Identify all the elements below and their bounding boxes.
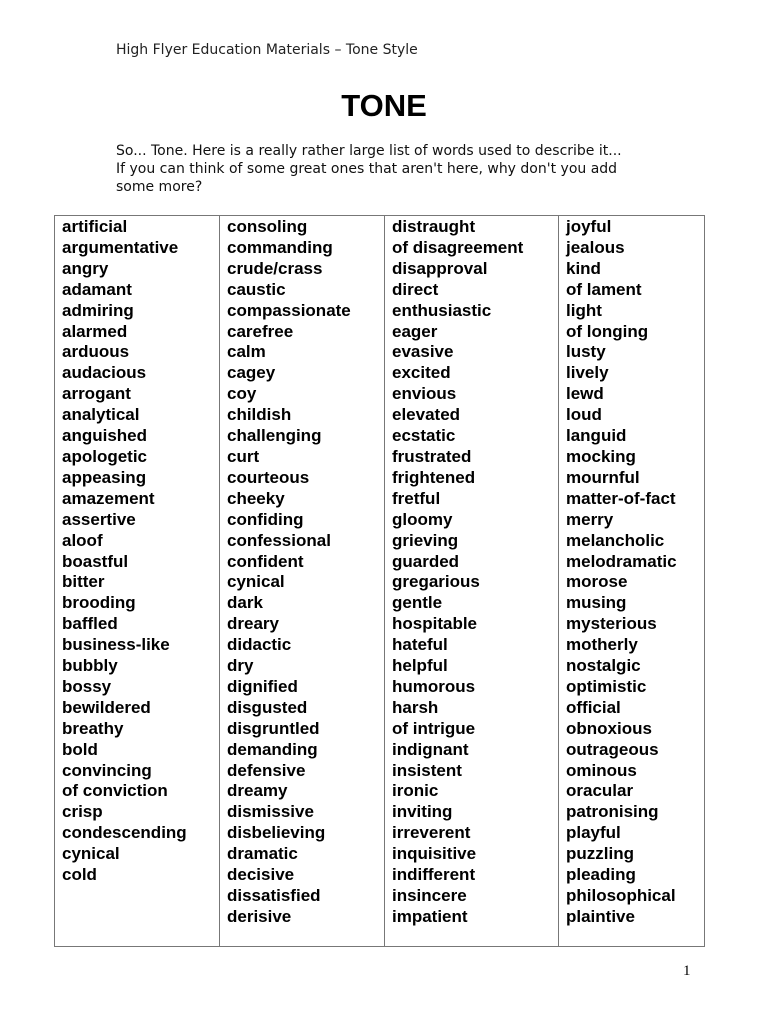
tone-word: argumentative — [62, 237, 179, 257]
tone-word: confessional — [227, 530, 331, 550]
tone-word: ironic — [392, 781, 439, 801]
tone-word: disbelieving — [227, 823, 326, 843]
tone-word: insistent — [392, 760, 462, 780]
page-title: TONE — [341, 88, 427, 123]
tone-word: confiding — [227, 509, 304, 529]
tone-word: bold — [62, 739, 98, 759]
intro-line: some more? — [116, 179, 203, 195]
tone-word: morose — [566, 572, 628, 592]
tone-word: analytical — [62, 405, 140, 425]
tone-word: mournful — [566, 467, 640, 487]
tone-word: official — [566, 697, 621, 717]
tone-word: of intrigue — [392, 718, 476, 738]
tone-word: dark — [227, 593, 263, 613]
tone-word: lusty — [566, 342, 606, 362]
intro-paragraph — [116, 142, 676, 196]
tone-word: condescending — [62, 823, 187, 843]
tone-word: apologetic — [62, 446, 148, 466]
tone-word: carefree — [227, 321, 294, 341]
tone-word: derisive — [227, 906, 292, 926]
tone-word: brooding — [62, 593, 136, 613]
tone-word: disgusted — [227, 697, 308, 717]
tone-word: direct — [392, 279, 439, 299]
tone-word: cold — [62, 865, 97, 885]
tone-word: indignant — [392, 739, 469, 759]
tone-word: impatient — [392, 906, 468, 926]
tone-word: arduous — [62, 342, 130, 362]
tone-word: anguished — [62, 426, 148, 446]
tone-word: bossy — [62, 676, 112, 696]
tone-word: fretful — [392, 488, 441, 508]
tone-word: commanding — [227, 237, 333, 257]
tone-word: cheeky — [227, 488, 285, 508]
tone-word: challenging — [227, 426, 322, 446]
tone-word: nostalgic — [566, 656, 641, 676]
tone-word: guarded — [392, 551, 460, 571]
tone-word: gentle — [392, 593, 443, 613]
tone-word: breathy — [62, 718, 124, 738]
tone-word: merry — [566, 509, 614, 529]
tone-word: of disagreement — [392, 237, 524, 257]
tone-word: frightened — [392, 467, 476, 487]
tone-word: distraught — [392, 217, 476, 236]
tone-word: demanding — [227, 739, 318, 759]
tone-word: dry — [227, 656, 254, 676]
tone-word: confident — [227, 551, 304, 571]
tone-word: philosophical — [566, 886, 676, 905]
tone-word: motherly — [566, 635, 638, 655]
tone-word: kind — [566, 258, 601, 278]
tone-word: caustic — [227, 279, 286, 299]
tone-word: light — [566, 300, 602, 320]
tone-word: languid — [566, 426, 627, 446]
tone-word: dissatisfied — [227, 886, 321, 905]
tone-word: eager — [392, 321, 438, 341]
tone-word: pleading — [566, 865, 636, 885]
tone-word: dreamy — [227, 781, 288, 801]
tone-word: appeasing — [62, 467, 147, 487]
tone-word: melancholic — [566, 530, 665, 550]
tone-word: business-like — [62, 635, 170, 655]
word-column-4 — [559, 216, 705, 947]
tone-word: mocking — [566, 446, 636, 466]
tone-word: baffled — [62, 614, 118, 634]
tone-word: matter-of-fact — [566, 488, 676, 508]
tone-word: bitter — [62, 572, 105, 592]
tone-word: cynical — [62, 844, 120, 864]
tone-word: cagey — [227, 363, 276, 383]
tone-word: joyful — [566, 217, 612, 236]
tone-word: harsh — [392, 697, 439, 717]
tone-word: hateful — [392, 635, 448, 655]
tone-word: dramatic — [227, 844, 298, 864]
tone-word: dreary — [227, 614, 279, 634]
tone-word: plaintive — [566, 906, 635, 926]
tone-word: inviting — [392, 802, 453, 822]
tone-word: playful — [566, 823, 621, 843]
tone-word: adamant — [62, 279, 132, 299]
tone-word: artificial — [62, 217, 128, 236]
tone-word: admiring — [62, 300, 134, 320]
tone-word: amazement — [62, 488, 155, 508]
word-column-2 — [220, 216, 385, 947]
tone-word: loud — [566, 405, 602, 425]
tone-word: gregarious — [392, 572, 480, 592]
tone-word: curt — [227, 446, 260, 466]
word-column-1 — [55, 216, 220, 947]
tone-word: jealous — [566, 237, 625, 257]
tone-word: irreverent — [392, 823, 471, 843]
tone-word: bubbly — [62, 656, 118, 676]
tone-word: melodramatic — [566, 551, 677, 571]
tone-word: dignified — [227, 676, 298, 696]
tone-word: elevated — [392, 405, 461, 425]
tone-word: obnoxious — [566, 718, 652, 738]
tone-word: aloof — [62, 530, 103, 550]
tone-word: courteous — [227, 467, 310, 487]
tone-word: didactic — [227, 635, 292, 655]
tone-word: of longing — [566, 321, 649, 341]
tone-word: of lament — [566, 279, 642, 299]
word-column-3 — [385, 216, 559, 947]
tone-word: musing — [566, 593, 627, 613]
tone-word: outrageous — [566, 739, 659, 759]
tone-word: lively — [566, 363, 609, 383]
tone-word: helpful — [392, 656, 448, 676]
tone-word: consoling — [227, 217, 308, 236]
tone-word: of conviction — [62, 781, 168, 801]
tone-word: humorous — [392, 676, 476, 696]
tone-word: insincere — [392, 886, 467, 905]
tone-word: assertive — [62, 509, 136, 529]
tone-word: gloomy — [392, 509, 453, 529]
tone-word: excited — [392, 363, 451, 383]
tone-word: frustrated — [392, 446, 472, 466]
tone-word: lewd — [566, 384, 604, 404]
tone-word: crisp — [62, 802, 103, 822]
tone-word: crude/crass — [227, 258, 323, 278]
tone-word: coy — [227, 384, 257, 404]
tone-word: convincing — [62, 760, 152, 780]
page-number: 1 — [683, 963, 691, 979]
page-header: High Flyer Education Materials – Tone Style — [116, 42, 418, 58]
tone-word: puzzling — [566, 844, 634, 864]
tone-word: optimistic — [566, 676, 647, 696]
tone-word: hospitable — [392, 614, 478, 634]
tone-word: mysterious — [566, 614, 657, 634]
tone-word: ecstatic — [392, 426, 456, 446]
tone-word: cynical — [227, 572, 285, 592]
tone-word: oracular — [566, 781, 634, 801]
tone-word: disapproval — [392, 258, 488, 278]
tone-word: evasive — [392, 342, 454, 362]
tone-word: dismissive — [227, 802, 314, 822]
intro-line: So... Tone. Here is a really rather large list of words used to describe it... — [116, 143, 622, 159]
tone-word: defensive — [227, 760, 306, 780]
tone-words-table — [54, 215, 705, 947]
tone-word: boastful — [62, 551, 129, 571]
tone-word: envious — [392, 384, 457, 404]
tone-word: calm — [227, 342, 266, 362]
tone-word: disgruntled — [227, 718, 320, 738]
table-row — [55, 216, 705, 947]
tone-word: indifferent — [392, 865, 476, 885]
tone-word: enthusiastic — [392, 300, 492, 320]
tone-word: ominous — [566, 760, 637, 780]
tone-word: childish — [227, 405, 292, 425]
intro-line: If you can think of some great ones that aren't here, why don't you add — [116, 161, 618, 177]
tone-word: angry — [62, 258, 109, 278]
tone-word: grieving — [392, 530, 459, 550]
tone-word: decisive — [227, 865, 295, 885]
tone-word: arrogant — [62, 384, 131, 404]
tone-word: audacious — [62, 363, 147, 383]
tone-word: alarmed — [62, 321, 128, 341]
tone-word: bewildered — [62, 697, 151, 717]
tone-word: patronising — [566, 802, 659, 822]
tone-word: compassionate — [227, 300, 351, 320]
tone-word: inquisitive — [392, 844, 477, 864]
